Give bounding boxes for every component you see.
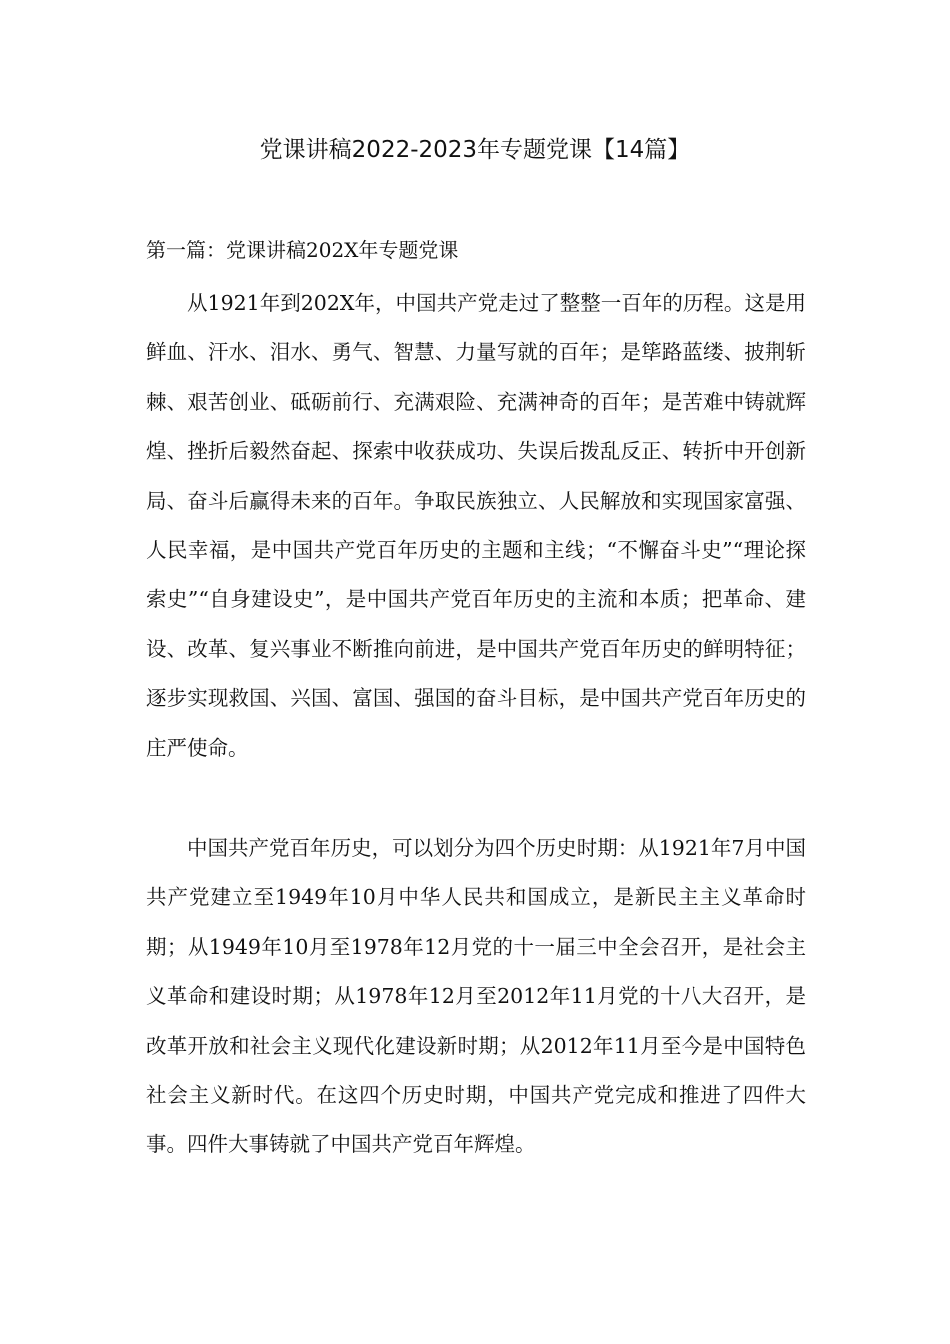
document-title: 党课讲稿2022-2023年专题党课【14篇】 [259,137,691,163]
body-paragraph-1: 从1921年到202X年，中国共产党走过了整整一百年的历程。这是用鲜血、汗水、泪水、勇气、智慧、力量写就的百年；是筚路蓝缕、披荆斩棘、艰苦创业、砥砺前行、充满艰险、充满神奇的百年；是苦难中铸就辉煌、挫折后毅然奋起、探索中收获成功、失误后拨乱反正、转折中开创新局、奋斗后赢得未来的百年。争取民族独立、人民解放和实现国家富强、人民幸福，是中国共产党百年历史的主题和主线；“不懈奋斗史”“理论探索史”“自身建设史”，是中国共产党百年历史的主流和本质；把革命、建设、改革、复兴事业不断推向前进，是中国共产党百年历史的鲜明特征；逐步实现救国、兴国、富国、强国的奋斗目标，是中国共产党百年历史的庄严使命。 [146,291,806,760]
section-heading: 第一篇：党课讲稿202X年专题党课 [146,238,459,262]
body-paragraph-2: 中国共产党百年历史，可以划分为四个历史时期：从1921年7月中国共产党建立至1949年10月中华人民共和国成立，是新民主主义革命时期；从1949年10月至1978年12月党的十一届三中全会召开，是社会主义革命和建设时期；从1978年12月至2012年11月党的十八大召开，是改革开放和社会主义现代化建设新时期；从2012年11月至今是中国特色社会主义新时代。在这四个历史时期，中国共产党完成和推进了四件大事。四件大事铸就了中国共产党百年辉煌。 [146,836,806,1157]
